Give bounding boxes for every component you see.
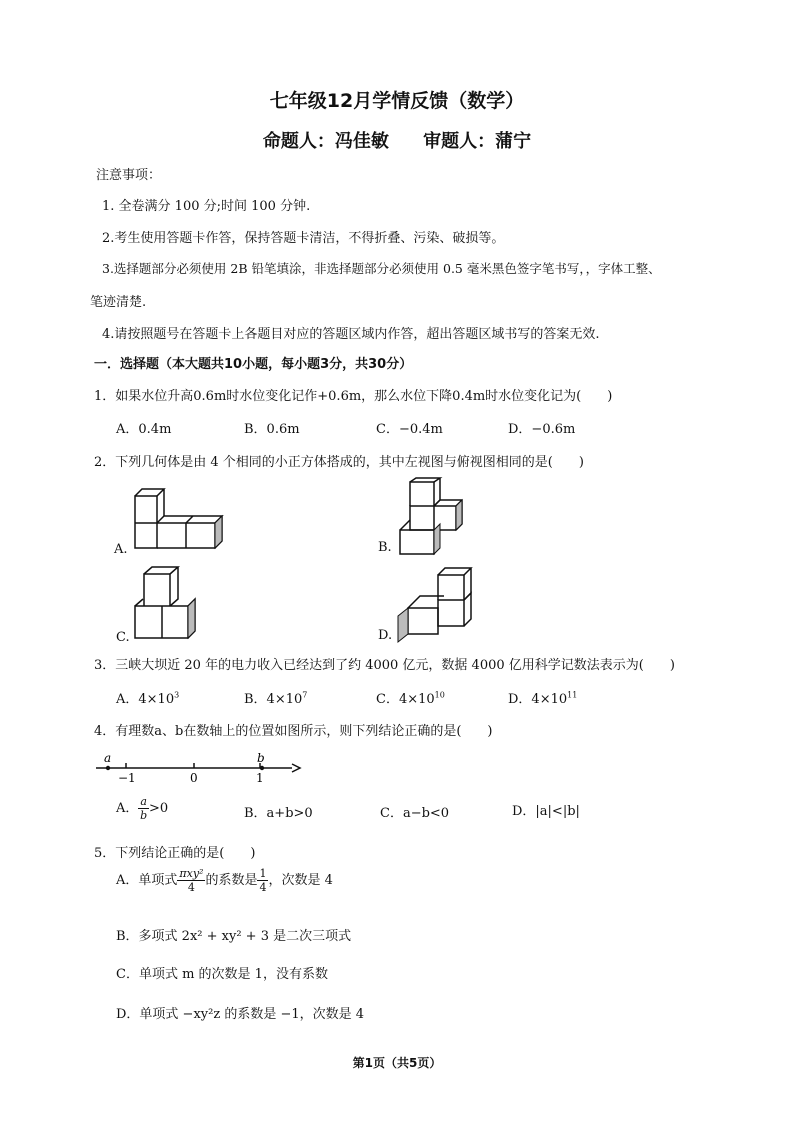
q5-stem: 5．下列结论正确的是( ) xyxy=(94,846,256,861)
number-line xyxy=(92,752,302,784)
q4-stem: 4．有理数a、b在数轴上的位置如图所示，则下列结论正确的是( ) xyxy=(94,724,493,739)
q5-option-c: C．单项式 m 的次数是 1，没有系数 xyxy=(116,967,328,982)
q2-label-c: C. xyxy=(116,630,130,645)
q1-option-a: A．0.4m xyxy=(116,422,172,437)
q3-option-c: C．$4\times 10^{10}$ xyxy=(376,690,445,707)
q5-option-a-coef: $\frac{1}{4}$ xyxy=(259,867,267,894)
note-item-3-cont: 笔迹清楚. xyxy=(90,295,147,310)
axis-label-a: a xyxy=(104,751,112,765)
note-item-1: 1. 全卷满分 100 分;时间 100 分钟. xyxy=(102,199,311,214)
cube-figure-d xyxy=(398,566,483,644)
q2-stem: 2．下列几何体是由 4 个相同的小正方体搭成的，其中左视图与俯视图相同的是( ) xyxy=(94,455,584,470)
q4-option-c: C．a−b<0 xyxy=(380,806,450,821)
reviewer: 审题人：蒲宁 xyxy=(423,131,532,152)
q5-option-d: D．单项式 −xy²z 的系数是 −1，次数是 4 xyxy=(116,1007,365,1022)
q2-label-a: A. xyxy=(114,542,128,557)
q4-option-b: B．a+b>0 xyxy=(244,806,313,821)
authors-line xyxy=(0,127,794,153)
q3-option-a: A．$4\times 10^3$ xyxy=(116,690,180,707)
section-heading: 一．选择题（本大题共10小题，每小题3分，共30分） xyxy=(94,357,413,372)
notes-heading: 注意事项： xyxy=(96,168,162,183)
q1-option-c: C．−0.4m xyxy=(376,422,443,437)
cube-figure-c xyxy=(132,566,207,644)
q3-stem: 3．三峡大坝近 20 年的电力收入已经达到了约 4000 亿元，数据 4000 亿用科学记数法表示为( ) xyxy=(94,658,675,673)
q1-stem: 1．如果水位升高0.6m时水位变化记作+0.6m，那么水位下降0.4m时水位变化记为( ) xyxy=(94,389,613,404)
q5-option-b: B．多项式 2x² + xy² + 3 是二次三项式 xyxy=(116,929,352,944)
setter: 命题人：冯佳敏 xyxy=(262,131,389,152)
note-item-2: 2.考生使用答题卡作答，保持答题卡清洁，不得折叠、污染、破损等。 xyxy=(102,231,505,246)
q3-option-d: D．$4\times 10^{11}$ xyxy=(508,690,578,707)
q1-option-b: B．0.6m xyxy=(244,422,300,437)
q1-option-d: D．−0.6m xyxy=(508,422,576,437)
note-item-4: 4.请按照题号在答题卡上各题目对应的答题区域内作答，超出答题区域书写的答案无效. xyxy=(102,327,600,342)
q3-option-b: B．$4\times 10^7$ xyxy=(244,690,308,707)
axis-label-zero: 0 xyxy=(190,771,198,785)
axis-label-b: b xyxy=(257,751,265,765)
axis-label-minus-one: −1 xyxy=(118,771,136,785)
note-item-3: 3.选择题部分必须使用 2B 铅笔填涂，非选择题部分必须使用 0.5 毫米黑色签字笔书写，，字体工整、 xyxy=(102,261,661,276)
q2-label-d: D. xyxy=(378,628,393,643)
q4-option-d: D．|a|<|b| xyxy=(512,804,580,819)
q4-option-a-fraction: $\frac{a}{b}$ xyxy=(140,795,148,822)
q5-option-a-fraction: $\frac{\text{πxy²}}{4}$ xyxy=(179,867,204,894)
axis-label-one: 1 xyxy=(256,771,264,785)
cube-figure-b xyxy=(398,478,478,556)
q4-option-a: A． $\frac{a}{b}$ >0 xyxy=(116,795,169,822)
q5-option-a: A．单项式 $\frac{\text{πxy²}}{4}$ 的系数是 $\frac{1}{4}$ ，次数是 4 xyxy=(116,867,333,894)
cube-figure-a xyxy=(130,478,240,553)
q2-label-b: B. xyxy=(378,540,392,555)
exam-title: 七年级12月学情反馈（数学） xyxy=(269,90,525,112)
page-footer: 第1页（共5页） xyxy=(352,1056,442,1070)
